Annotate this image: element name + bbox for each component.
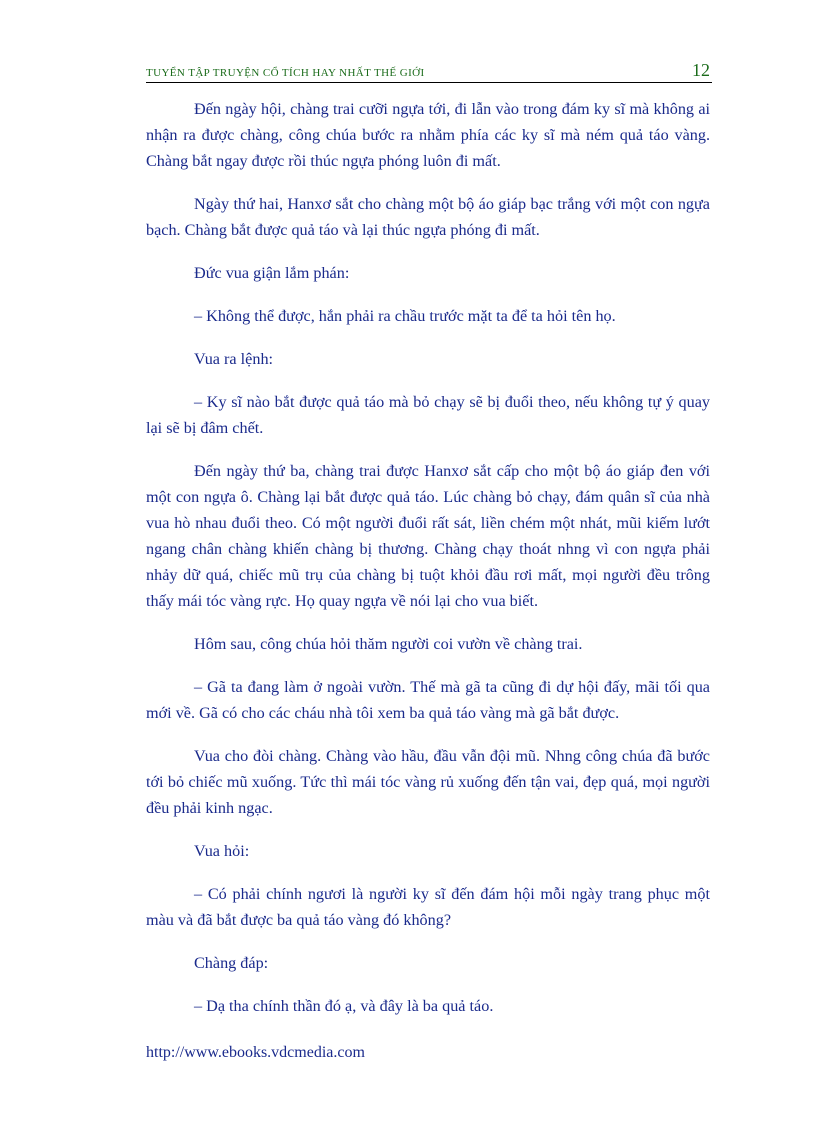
book-title: TUYỂN TẬP TRUYỆN CỔ TÍCH HAY NHẤT THẾ GIỚI — [146, 67, 425, 79]
paragraph: – Dạ tha chính thần đó ạ, và đây là ba quả táo. — [194, 997, 494, 1015]
paragraph: Vua hỏi: — [194, 842, 250, 860]
paragraph: Vua cho đòi chàng. Chàng vào hầu, đầu vẫn đội mũ. Nhng công chúa đã bước tới bỏ chiếc mũ xuống. Tức thì mái tóc vàng rủ xuống đến tận vai, đẹp quá, mọi người đều phải kinh ngạc. — [146, 747, 710, 817]
paragraph: Chàng đáp: — [194, 954, 269, 972]
story-body — [146, 96, 710, 1036]
paragraph: Ngày thứ hai, Hanxơ sắt cho chàng một bộ áo giáp bạc trắng với một con ngựa bạch. Chàng bắt được quả táo và lại thúc ngựa phóng đi mất. — [146, 195, 710, 239]
page-header — [146, 58, 712, 83]
paragraph: – Gã ta đang làm ở ngoài vườn. Thế mà gã ta cũng đi dự hội đấy, mãi tối qua mới về. Gã có cho các cháu nhà tôi xem ba quả táo vàng mà gã bắt được. — [146, 678, 710, 722]
paragraph: Đến ngày thứ ba, chàng trai được Hanxơ sắt cấp cho một bộ áo giáp đen với một con ngựa ô. Chàng lại bắt được quả táo. Lúc chàng bỏ chạy, đám quân sĩ của nhà vua hò nhau đuổi theo. Có một người đuổi rất sát, liền chém một nhát, mũi kiếm lướt ngang chân chàng khiến chàng bị thương. Chàng chạy thoát nhng vì con ngựa phải nhảy dữ quá, chiếc mũ trụ của chàng bị tuột khỏi đầu rơi mất, mọi người đều trông thấy mái tóc vàng rực. Họ quay ngựa về nói lại cho vua biết. — [146, 462, 710, 610]
paragraph: – Ky sĩ nào bắt được quả táo mà bỏ chạy sẽ bị đuổi theo, nếu không tự ý quay lại sẽ bị đâm chết. — [146, 393, 710, 437]
page-number: 12 — [692, 60, 710, 80]
paragraph: Đức vua giận lắm phán: — [194, 264, 350, 282]
paragraph: – Không thể được, hắn phải ra chầu trước mặt ta để ta hỏi tên họ. — [194, 307, 616, 325]
paragraph: – Có phải chính ngươi là người ky sĩ đến đám hội mỗi ngày trang phục một màu và đã bắt được ba quả táo vàng đó không? — [146, 885, 710, 929]
paragraph: Đến ngày hội, chàng trai cưỡi ngựa tới, đi lẫn vào trong đám ky sĩ mà không ai nhận ra được chàng, công chúa bước ra nhằm phía các ky sĩ mà ném quả táo vàng. Chàng bắt ngay được rồi thúc ngựa phóng luôn đi mất. — [146, 100, 710, 170]
paragraph: Hôm sau, công chúa hỏi thăm người coi vườn về chàng trai. — [194, 635, 583, 653]
paragraph: Vua ra lệnh: — [194, 350, 274, 368]
footer-link[interactable]: http://www.ebooks.vdcmedia.com — [146, 1044, 365, 1061]
